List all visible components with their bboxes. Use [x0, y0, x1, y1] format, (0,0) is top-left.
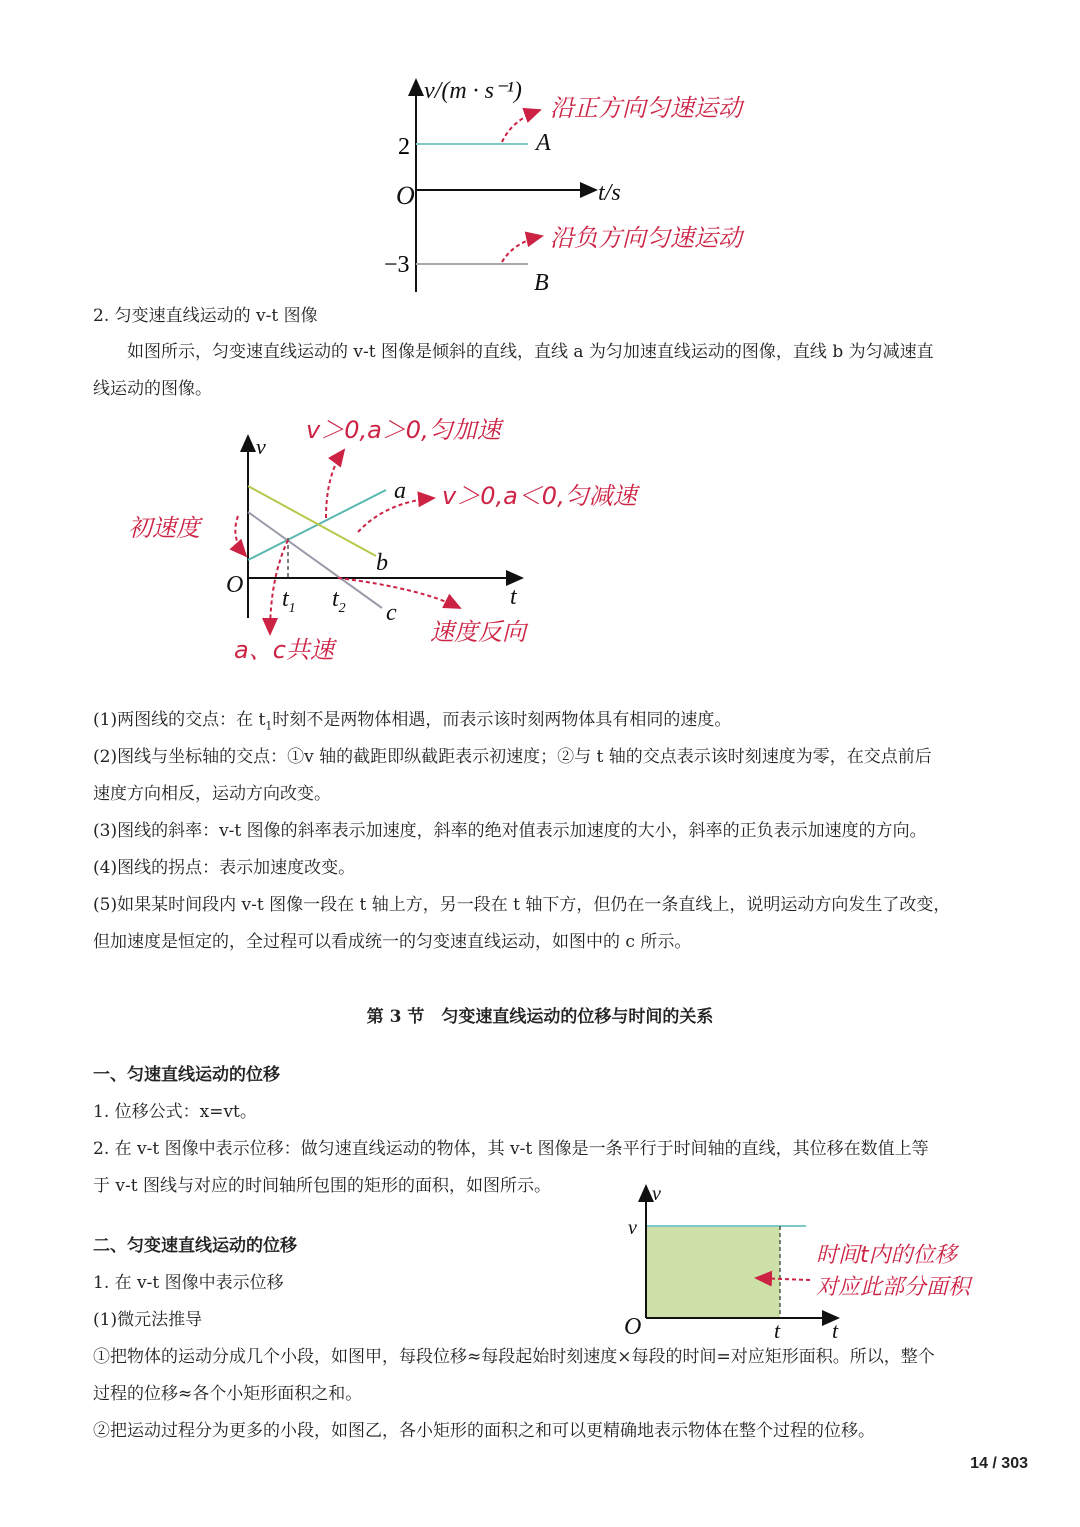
- part1-heading: 一、匀速直线运动的位移: [93, 1065, 280, 1085]
- figure-displacement-area: [610, 1178, 1040, 1348]
- point-1: (1)两图线的交点：在 $t_1$时刻不是两物体相遇，而表示该时刻两物体具有相同的速度。: [93, 710, 732, 733]
- part2-line: 1. 在 v-t 图像中表示位移: [93, 1273, 284, 1293]
- note-negative: 沿负方向匀速运动: [550, 224, 742, 252]
- area-fill: [646, 1226, 780, 1318]
- point-4: (4)图线的拐点：表示加速度改变。: [93, 858, 356, 878]
- paragraph-line: 线运动的图像。: [93, 379, 212, 399]
- part2-line: ①把物体的运动分成几个小段，如图甲，每段位移≈每段起始时刻速度×每段的时间=对应矩形面积。所以，整个: [93, 1347, 935, 1367]
- part1-line: 2. 在 v-t 图像中表示位移：做匀速直线运动的物体，其 v-t 图像是一条平行于时间轴的直线，其位移在数值上等: [93, 1139, 929, 1159]
- v-axis-label: v: [256, 434, 266, 459]
- label-A: A: [536, 130, 551, 156]
- label-b: b: [376, 550, 388, 576]
- tick-2: 2: [398, 134, 410, 160]
- note-line-1: 时间t内的位移: [816, 1243, 957, 1268]
- origin-label: O: [396, 181, 415, 210]
- point-3: (3)图线的斜率：v-t 图像的斜率表示加速度，斜率的绝对值表示加速度的大小，斜率的正负表示加速度的方向。: [93, 821, 927, 841]
- point-2: (2)图线与坐标轴的交点：①v 轴的截距即纵截距表示初速度；②与 t 轴的交点表示该时刻速度为零，在交点前后: [93, 747, 932, 767]
- figure-uniform-motion: [380, 70, 800, 300]
- point-2-cont: 速度方向相反，运动方向改变。: [93, 784, 331, 804]
- note-arrow-initial: [235, 516, 246, 556]
- t-axis-label: t: [832, 1318, 839, 1343]
- label-a: a: [394, 478, 406, 504]
- part1-line: 于 v-t 图线与对应的时间轴所包围的矩形的面积，如图所示。: [93, 1176, 551, 1196]
- note-initial-velocity: 初速度: [128, 514, 200, 542]
- paragraph-line: 如图所示，匀变速直线运动的 v-t 图像是倾斜的直线，直线 a 为匀加速直线运动的图像，直线 b 为匀减速直: [127, 342, 934, 362]
- note-arrow-B: [502, 236, 542, 262]
- tick-neg3: −3: [384, 252, 410, 278]
- note-line-2: 对应此部分面积: [816, 1275, 971, 1300]
- section-heading-vt: 2. 匀变速直线运动的 v-t 图像: [93, 306, 318, 326]
- v-axis-label: v: [652, 1183, 661, 1205]
- line-b: [248, 486, 376, 556]
- figure-uniform-acceleration: [120, 408, 680, 668]
- t-tick: t: [774, 1318, 781, 1343]
- v-tick: v: [628, 1217, 637, 1239]
- note-velocity-reverse: 速度反向: [430, 618, 526, 646]
- part1-line: 1. 位移公式：x=vt。: [93, 1102, 257, 1122]
- note-accel: v＞0,a＞0,匀加速: [306, 416, 501, 444]
- origin-label: O: [624, 1314, 642, 1340]
- section-title: 第 3 节 匀变速直线运动的位移与时间的关系: [366, 1007, 714, 1027]
- t-axis-label: t/s: [598, 180, 621, 206]
- note-arrow-accel: [326, 450, 344, 518]
- part2-line: (1)微元法推导: [93, 1310, 203, 1330]
- t1-label: $t_1$: [282, 586, 296, 616]
- note-arrow-reverse: [338, 578, 460, 608]
- part2-line: 过程的位移≈各个小矩形面积之和。: [93, 1384, 363, 1404]
- page-number: 14 / 303: [970, 1455, 1028, 1472]
- note-arrow-A: [502, 110, 540, 142]
- note-same-velocity: a、c共速: [234, 636, 334, 664]
- v-axis-label: v/(m · s⁻¹): [424, 78, 522, 104]
- t2-label: $t_2$: [332, 586, 346, 616]
- note-positive: 沿正方向匀速运动: [550, 94, 742, 122]
- note-decel: v＞0,a＜0,匀减速: [442, 482, 637, 510]
- point-5-cont: 但加速度是恒定的，全过程可以看成统一的匀变速直线运动，如图中的 c 所示。: [93, 932, 692, 952]
- t-axis-label: t: [510, 584, 517, 610]
- part2-heading: 二、匀变速直线运动的位移: [93, 1236, 297, 1256]
- point-5: (5)如果某时间段内 v-t 图像一段在 t 轴上方，另一段在 t 轴下方，但仍在一条直线上，说明运动方向发生了改变，: [93, 895, 951, 915]
- label-B: B: [534, 270, 549, 296]
- origin-label: O: [226, 572, 244, 598]
- part2-line: ②把运动过程分为更多的小段，如图乙，各小矩形的面积之和可以更精确地表示物体在整个过程的位移。: [93, 1421, 875, 1441]
- label-c: c: [386, 600, 397, 626]
